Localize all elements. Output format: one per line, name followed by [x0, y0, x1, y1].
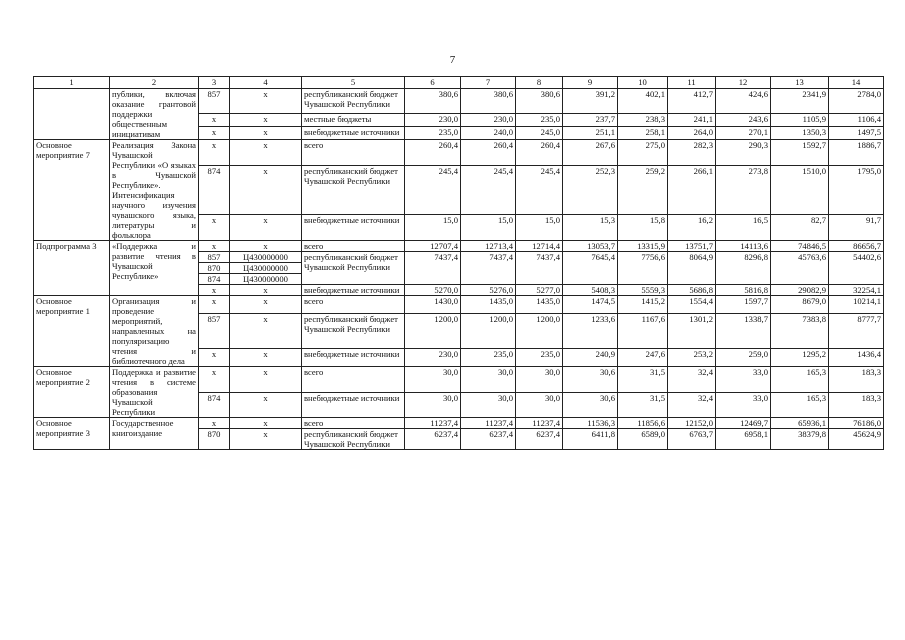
grbs-code-cell: x [199, 285, 230, 296]
activity-name-cell: Организация и проведение мероприятий, направленных на популяризацию чтения и библиотечного дела [110, 296, 199, 367]
amount-cell: 16,5 [716, 215, 771, 241]
column-header: 3 [199, 77, 230, 89]
amount-cell: 30,6 [563, 392, 618, 418]
amount-cell: 6411,8 [563, 429, 618, 450]
amount-cell: 11237,4 [461, 418, 516, 429]
amount-cell: 2784,0 [829, 89, 884, 114]
amount-cell: 7383,8 [771, 314, 829, 349]
grbs-code-cell: x [199, 113, 230, 126]
amount-cell: 15,0 [405, 215, 461, 241]
amount-cell: 1795,0 [829, 165, 884, 214]
amount-cell: 5816,8 [716, 285, 771, 296]
amount-cell: 1415,2 [618, 296, 668, 314]
amount-cell: 30,0 [405, 392, 461, 418]
amount-cell: 240,9 [563, 348, 618, 366]
amount-cell: 1510,0 [771, 165, 829, 214]
amount-cell: 11856,6 [618, 418, 668, 429]
amount-cell: 74846,5 [771, 241, 829, 252]
funding-source-cell: всего [302, 241, 405, 252]
amount-cell: 258,1 [618, 126, 668, 139]
funding-source-cell: республиканский бюджет Чувашской Республики [302, 429, 405, 450]
funding-source-cell: всего [302, 367, 405, 393]
amount-cell: 31,5 [618, 367, 668, 393]
activity-name-cell: Поддержка и развитие чтения в системе образования Чувашской Республики [110, 367, 199, 418]
amount-cell: 12713,4 [461, 241, 516, 252]
amount-cell: 264,0 [668, 126, 716, 139]
funding-source-cell: внебюджетные источники [302, 348, 405, 366]
csr-code-cell: x [230, 314, 302, 349]
amount-cell: 235,0 [516, 348, 563, 366]
funding-source-cell: республиканский бюджет Чувашской Республики [302, 165, 405, 214]
amount-cell: 1200,0 [516, 314, 563, 349]
column-header: 12 [716, 77, 771, 89]
column-header: 1 [34, 77, 110, 89]
amount-cell: 230,0 [405, 348, 461, 366]
amount-cell: 38379,8 [771, 429, 829, 450]
amount-cell: 14113,6 [716, 241, 771, 252]
amount-cell: 252,3 [563, 165, 618, 214]
amount-cell: 30,0 [405, 367, 461, 393]
amount-cell: 238,3 [618, 113, 668, 126]
amount-cell: 15,0 [461, 215, 516, 241]
amount-cell: 245,4 [405, 165, 461, 214]
amount-cell: 412,7 [668, 89, 716, 114]
amount-cell: 12707,4 [405, 241, 461, 252]
amount-cell: 8777,7 [829, 314, 884, 349]
table-header [34, 77, 884, 89]
amount-cell: 165,3 [771, 367, 829, 393]
page-number: 7 [449, 54, 456, 66]
amount-cell: 29082,9 [771, 285, 829, 296]
table-row [34, 89, 884, 114]
amount-cell: 267,6 [563, 140, 618, 166]
csr-code-cell: x [230, 165, 302, 214]
csr-code-cell: x [230, 113, 302, 126]
amount-cell: 290,3 [716, 140, 771, 166]
activity-name-cell: Реализация Закона Чувашской Республики «О языках в Чувашской Республике». Интенсификация научного изучения чувашского языка, литературы и фольклора [110, 140, 199, 241]
program-name-cell: Основное мероприятие 2 [34, 367, 110, 418]
amount-cell: 1167,6 [618, 314, 668, 349]
program-name-cell: Основное мероприятие 7 [34, 140, 110, 241]
amount-cell: 5559,3 [618, 285, 668, 296]
column-header: 4 [230, 77, 302, 89]
column-header: 5 [302, 77, 405, 89]
amount-cell: 235,0 [461, 348, 516, 366]
funding-source-cell: внебюджетные источники [302, 215, 405, 241]
amount-cell: 30,6 [563, 367, 618, 393]
amount-cell: 424,6 [716, 89, 771, 114]
grbs-code-cell: 874 [199, 165, 230, 214]
csr-code-cell: x [230, 296, 302, 314]
column-header: 10 [618, 77, 668, 89]
amount-cell: 5277,0 [516, 285, 563, 296]
amount-cell: 86656,7 [829, 241, 884, 252]
table-row [34, 296, 884, 314]
grbs-code-cell: x [199, 140, 230, 166]
amount-cell: 54402,6 [829, 252, 884, 285]
amount-cell: 1338,7 [716, 314, 771, 349]
amount-cell: 380,6 [516, 89, 563, 114]
amount-cell: 266,1 [668, 165, 716, 214]
program-name-cell: Основное мероприятие 3 [34, 418, 110, 450]
activity-name-cell: «Поддержка и развитие чтения в Чувашской Республике» [110, 241, 199, 296]
amount-cell: 8679,0 [771, 296, 829, 314]
funding-source-cell: всего [302, 140, 405, 166]
grbs-code-cell: 874 [199, 274, 230, 285]
funding-source-cell: республиканский бюджет Чувашской Республики [302, 252, 405, 285]
amount-cell: 1597,7 [716, 296, 771, 314]
amount-cell: 30,0 [461, 392, 516, 418]
amount-cell: 260,4 [461, 140, 516, 166]
activity-name-cell: публики, включая оказание грантовой поддержки общественным инициативам [110, 89, 199, 140]
amount-cell: 5270,0 [405, 285, 461, 296]
amount-cell: 1497,5 [829, 126, 884, 139]
amount-cell: 1295,2 [771, 348, 829, 366]
amount-cell: 31,5 [618, 392, 668, 418]
amount-cell: 12469,7 [716, 418, 771, 429]
amount-cell: 260,4 [405, 140, 461, 166]
amount-cell: 260,4 [516, 140, 563, 166]
amount-cell: 13751,7 [668, 241, 716, 252]
amount-cell: 380,6 [461, 89, 516, 114]
grbs-code-cell: x [199, 126, 230, 139]
amount-cell: 15,8 [618, 215, 668, 241]
csr-code-cell: x [230, 429, 302, 450]
amount-cell: 1436,4 [829, 348, 884, 366]
amount-cell: 183,3 [829, 367, 884, 393]
csr-code-cell: x [230, 89, 302, 114]
amount-cell: 1592,7 [771, 140, 829, 166]
amount-cell: 33,0 [716, 392, 771, 418]
amount-cell: 30,0 [516, 367, 563, 393]
amount-cell: 6237,4 [405, 429, 461, 450]
amount-cell: 10214,1 [829, 296, 884, 314]
amount-cell: 6958,1 [716, 429, 771, 450]
amount-cell: 165,3 [771, 392, 829, 418]
amount-cell: 270,1 [716, 126, 771, 139]
grbs-code-cell: x [199, 241, 230, 252]
grbs-code-cell: 857 [199, 252, 230, 263]
grbs-code-cell: 870 [199, 263, 230, 274]
amount-cell: 251,1 [563, 126, 618, 139]
amount-cell: 16,2 [668, 215, 716, 241]
column-header: 11 [668, 77, 716, 89]
csr-code-cell: Ц430000000 [230, 263, 302, 274]
funding-source-cell: местные бюджеты [302, 113, 405, 126]
amount-cell: 1105,9 [771, 113, 829, 126]
amount-cell: 402,1 [618, 89, 668, 114]
amount-cell: 11237,4 [405, 418, 461, 429]
amount-cell: 1301,2 [668, 314, 716, 349]
amount-cell: 1886,7 [829, 140, 884, 166]
csr-code-cell: x [230, 215, 302, 241]
table-row [34, 140, 884, 166]
amount-cell: 245,4 [461, 165, 516, 214]
column-header: 9 [563, 77, 618, 89]
activity-name-cell: Государственное книгоиздание [110, 418, 199, 450]
amount-cell: 391,2 [563, 89, 618, 114]
amount-cell: 1200,0 [405, 314, 461, 349]
column-header: 14 [829, 77, 884, 89]
grbs-code-cell: 870 [199, 429, 230, 450]
csr-code-cell: x [230, 392, 302, 418]
funding-source-cell: всего [302, 296, 405, 314]
amount-cell: 11237,4 [516, 418, 563, 429]
amount-cell: 7437,4 [405, 252, 461, 285]
funding-source-cell: внебюджетные источники [302, 285, 405, 296]
amount-cell: 247,6 [618, 348, 668, 366]
amount-cell: 1430,0 [405, 296, 461, 314]
column-header: 13 [771, 77, 829, 89]
amount-cell: 13315,9 [618, 241, 668, 252]
amount-cell: 45763,6 [771, 252, 829, 285]
amount-cell: 230,0 [405, 113, 461, 126]
amount-cell: 15,0 [516, 215, 563, 241]
funding-source-cell: внебюджетные источники [302, 392, 405, 418]
amount-cell: 32254,1 [829, 285, 884, 296]
amount-cell: 237,7 [563, 113, 618, 126]
funding-source-cell: внебюджетные источники [302, 126, 405, 139]
amount-cell: 6763,7 [668, 429, 716, 450]
program-name-cell: Основное мероприятие 1 [34, 296, 110, 367]
csr-code-cell: x [230, 285, 302, 296]
column-header: 2 [110, 77, 199, 89]
column-header: 6 [405, 77, 461, 89]
amount-cell: 5686,8 [668, 285, 716, 296]
amount-cell: 30,0 [516, 392, 563, 418]
grbs-code-cell: x [199, 367, 230, 393]
funding-source-cell: республиканский бюджет Чувашской Республики [302, 314, 405, 349]
table-row [34, 241, 884, 252]
csr-code-cell: x [230, 241, 302, 252]
table-row [34, 418, 884, 429]
grbs-code-cell: 857 [199, 314, 230, 349]
csr-code-cell: Ц430000000 [230, 252, 302, 263]
table-row [34, 367, 884, 393]
amount-cell: 380,6 [405, 89, 461, 114]
amount-cell: 6237,4 [461, 429, 516, 450]
amount-cell: 45624,9 [829, 429, 884, 450]
amount-cell: 1474,5 [563, 296, 618, 314]
amount-cell: 8064,9 [668, 252, 716, 285]
column-header: 7 [461, 77, 516, 89]
amount-cell: 82,7 [771, 215, 829, 241]
grbs-code-cell: x [199, 296, 230, 314]
csr-code-cell: x [230, 348, 302, 366]
csr-code-cell: x [230, 126, 302, 139]
amount-cell: 5276,0 [461, 285, 516, 296]
amount-cell: 1106,4 [829, 113, 884, 126]
amount-cell: 6589,0 [618, 429, 668, 450]
csr-code-cell: x [230, 367, 302, 393]
amount-cell: 275,0 [618, 140, 668, 166]
amount-cell: 32,4 [668, 367, 716, 393]
amount-cell: 6237,4 [516, 429, 563, 450]
amount-cell: 32,4 [668, 392, 716, 418]
funding-source-cell: республиканский бюджет Чувашской Республики [302, 89, 405, 114]
amount-cell: 183,3 [829, 392, 884, 418]
grbs-code-cell: x [199, 348, 230, 366]
amount-cell: 1350,3 [771, 126, 829, 139]
amount-cell: 33,0 [716, 367, 771, 393]
amount-cell: 245,0 [516, 126, 563, 139]
header-row [34, 77, 884, 89]
amount-cell: 235,0 [405, 126, 461, 139]
amount-cell: 7437,4 [461, 252, 516, 285]
amount-cell: 1233,6 [563, 314, 618, 349]
budget-table [33, 76, 884, 450]
amount-cell: 5408,3 [563, 285, 618, 296]
amount-cell: 8296,8 [716, 252, 771, 285]
csr-code-cell: x [230, 140, 302, 166]
amount-cell: 30,0 [461, 367, 516, 393]
amount-cell: 76186,0 [829, 418, 884, 429]
grbs-code-cell: x [199, 418, 230, 429]
amount-cell: 91,7 [829, 215, 884, 241]
amount-cell: 230,0 [461, 113, 516, 126]
amount-cell: 1200,0 [461, 314, 516, 349]
grbs-code-cell: 874 [199, 392, 230, 418]
amount-cell: 2341,9 [771, 89, 829, 114]
amount-cell: 259,0 [716, 348, 771, 366]
amount-cell: 235,0 [516, 113, 563, 126]
amount-cell: 12714,4 [516, 241, 563, 252]
amount-cell: 243,6 [716, 113, 771, 126]
amount-cell: 1435,0 [516, 296, 563, 314]
grbs-code-cell: x [199, 215, 230, 241]
amount-cell: 282,3 [668, 140, 716, 166]
csr-code-cell: Ц430000000 [230, 274, 302, 285]
amount-cell: 7645,4 [563, 252, 618, 285]
amount-cell: 7437,4 [516, 252, 563, 285]
amount-cell: 241,1 [668, 113, 716, 126]
amount-cell: 1554,4 [668, 296, 716, 314]
csr-code-cell: x [230, 418, 302, 429]
program-name-cell [34, 89, 110, 140]
amount-cell: 12152,0 [668, 418, 716, 429]
amount-cell: 15,3 [563, 215, 618, 241]
amount-cell: 13053,7 [563, 241, 618, 252]
column-header: 8 [516, 77, 563, 89]
amount-cell: 245,4 [516, 165, 563, 214]
amount-cell: 240,0 [461, 126, 516, 139]
program-name-cell: Подпрограмма 3 [34, 241, 110, 296]
amount-cell: 7756,6 [618, 252, 668, 285]
amount-cell: 259,2 [618, 165, 668, 214]
amount-cell: 273,8 [716, 165, 771, 214]
amount-cell: 253,2 [668, 348, 716, 366]
grbs-code-cell: 857 [199, 89, 230, 114]
amount-cell: 1435,0 [461, 296, 516, 314]
amount-cell: 11536,3 [563, 418, 618, 429]
table-body [34, 89, 884, 450]
amount-cell: 65936,1 [771, 418, 829, 429]
funding-source-cell: всего [302, 418, 405, 429]
